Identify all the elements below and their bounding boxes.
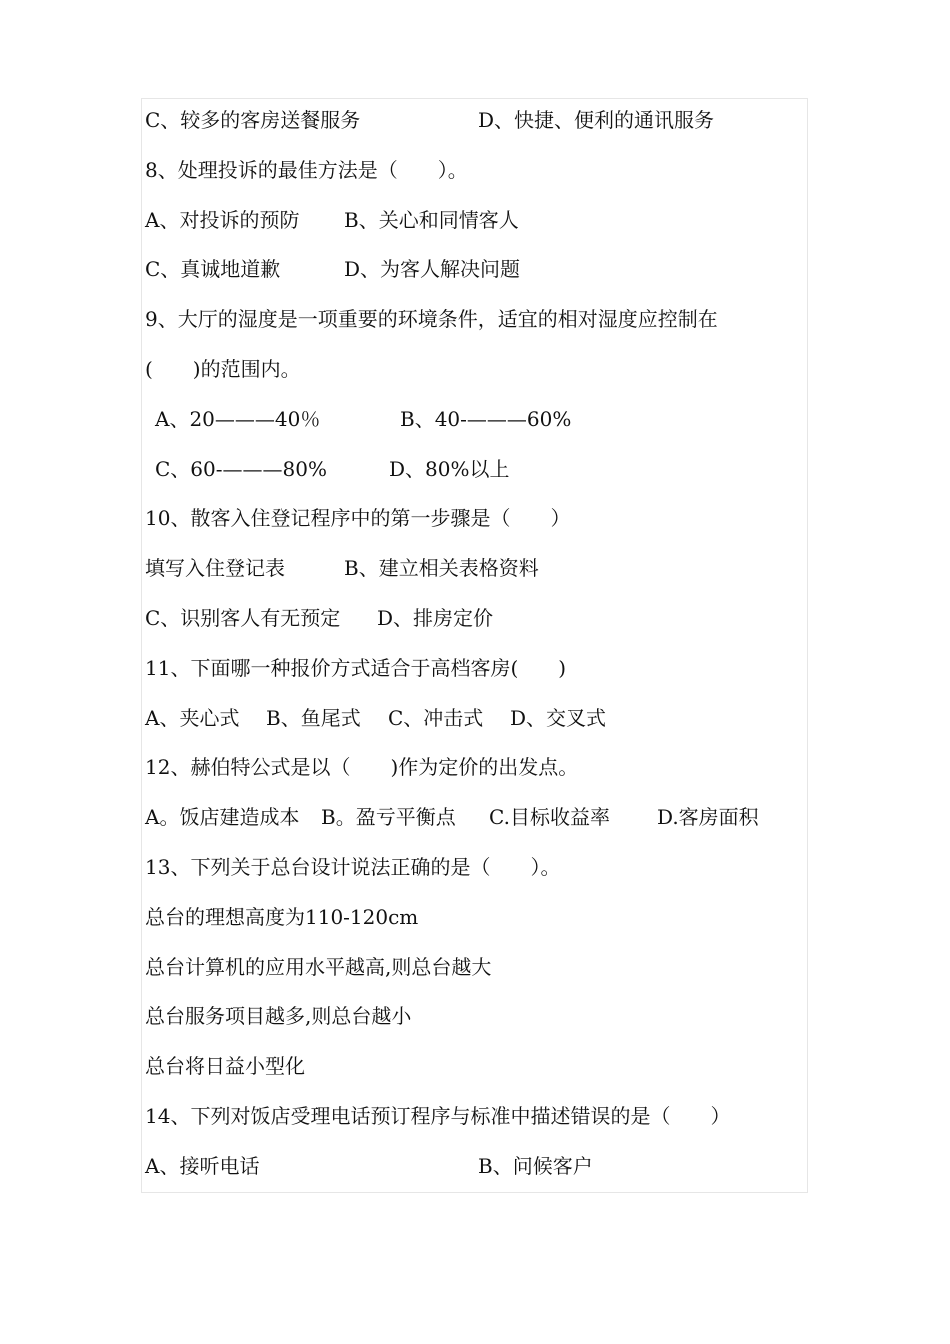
option-c: C、60-———80% bbox=[155, 456, 327, 481]
answer-option bbox=[145, 992, 805, 1042]
option-c: C、真诚地道歉 bbox=[145, 257, 281, 282]
option-text: 总台的理想高度为110-120cm bbox=[145, 904, 419, 929]
question-13 bbox=[145, 843, 805, 893]
option-a: A。饭店建造成本 bbox=[145, 805, 300, 830]
option-d: D、交叉式 bbox=[510, 705, 607, 730]
question-14 bbox=[145, 1092, 805, 1142]
text-line-4 bbox=[145, 245, 805, 295]
option-c: C.目标收益率 bbox=[489, 805, 610, 830]
option-a: A、夹心式 bbox=[145, 705, 240, 730]
question-9-cont bbox=[145, 345, 805, 395]
option-text: 总台计算机的应用水平越高,则总台越大 bbox=[145, 954, 492, 979]
option-d: D、排房定价 bbox=[377, 605, 494, 630]
question-text: 9、大厅的湿度是一项重要的环境条件，适宜的相对湿度应控制在 bbox=[145, 307, 718, 332]
option-c: C、冲击式 bbox=[388, 705, 484, 730]
question-text: 13、下列关于总台设计说法正确的是（ ）。 bbox=[145, 854, 561, 879]
text-line-10 bbox=[145, 544, 805, 594]
option-d: D、快捷、便利的通讯服务 bbox=[478, 108, 715, 132]
option-c: C、较多的客房送餐服务 bbox=[145, 108, 361, 132]
option-b: B、鱼尾式 bbox=[266, 705, 361, 730]
option-a: 填写入住登记表 bbox=[145, 556, 285, 581]
question-text: 11、下面哪一种报价方式适合于高档客房( ) bbox=[145, 655, 567, 680]
option-a: A、接听电话 bbox=[145, 1153, 260, 1178]
text-line-11 bbox=[145, 594, 805, 644]
answer-option bbox=[145, 1042, 805, 1092]
text-line-3 bbox=[145, 196, 805, 246]
question-11 bbox=[145, 644, 805, 694]
option-b: B、问候客户 bbox=[478, 1153, 593, 1178]
question-text: 10、散客入住登记程序中的第一步骤是（ ） bbox=[145, 506, 571, 531]
question-10 bbox=[145, 494, 805, 544]
option-a: A、对投诉的预防 bbox=[145, 207, 300, 232]
option-a: A、20———40％ bbox=[155, 406, 321, 431]
question-text: 12、赫伯特公式是以（ )作为定价的出发点。 bbox=[145, 755, 579, 780]
question-9 bbox=[145, 295, 805, 345]
text-line-8 bbox=[145, 445, 805, 495]
option-b: B、关心和同情客人 bbox=[344, 207, 519, 232]
option-d: D、为客人解决问题 bbox=[344, 257, 521, 282]
option-b: B、40-———60% bbox=[400, 406, 572, 431]
option-d: D.客房面积 bbox=[657, 805, 759, 830]
text-line-15 bbox=[145, 793, 805, 843]
document-body bbox=[145, 96, 805, 1192]
option-text: 总台服务项目越多,则总台越小 bbox=[145, 1004, 412, 1029]
question-text: 14、下列对饭店受理电话预订程序与标准中描述错误的是（ ） bbox=[145, 1103, 731, 1128]
option-text: 总台将日益小型化 bbox=[145, 1054, 305, 1079]
question-8 bbox=[145, 146, 805, 196]
text-line-13 bbox=[145, 694, 805, 744]
answer-option bbox=[145, 943, 805, 993]
option-b: B、建立相关表格资料 bbox=[344, 556, 539, 581]
question-text: ( )的范围内。 bbox=[145, 356, 301, 381]
text-line-22 bbox=[145, 1142, 805, 1192]
text-line-1 bbox=[145, 96, 805, 146]
option-b: B。盈亏平衡点 bbox=[321, 805, 456, 830]
option-d: D、80%以上 bbox=[389, 456, 510, 481]
text-line-7 bbox=[145, 395, 805, 445]
answer-option bbox=[145, 893, 805, 943]
question-text: 8、处理投诉的最佳方法是（ ）。 bbox=[145, 157, 468, 182]
question-12 bbox=[145, 743, 805, 793]
option-c: C、识别客人有无预定 bbox=[145, 605, 341, 630]
